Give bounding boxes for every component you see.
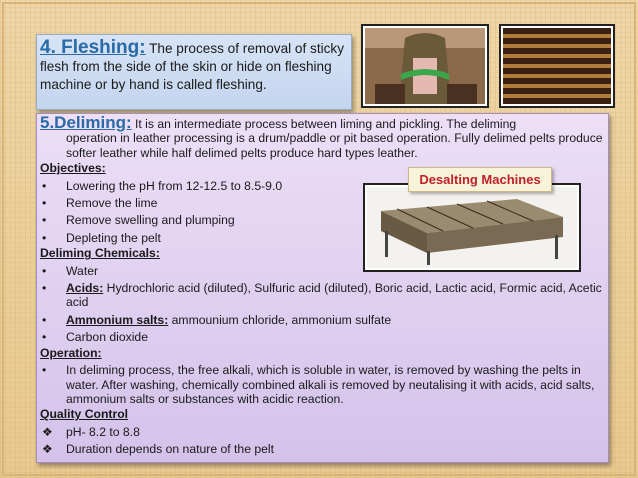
fleshing-by-hand-image bbox=[361, 24, 489, 108]
fleshing-machine-image bbox=[499, 24, 615, 108]
objectives-heading: Objectives: bbox=[40, 161, 106, 176]
deliming-intro-continued: operation in leather processing is a drum/paddle or pit based operation. Fully delimed pelts produce softer leather while half delimed pelts produce hard types leather. bbox=[66, 131, 603, 160]
objective-item: • Remove the lime bbox=[42, 196, 158, 211]
quality-heading: Quality Control bbox=[40, 407, 129, 422]
desalting-machines-label: Desalting Machines bbox=[408, 167, 552, 192]
desalting-machine-image bbox=[363, 183, 581, 272]
chemicals-heading: Deliming Chemicals: bbox=[40, 246, 160, 261]
diamond-bullet-icon: ❖ bbox=[42, 442, 53, 457]
chemical-item: • Carbon dioxide bbox=[42, 330, 148, 345]
fleshing-text: The process of removal of sticky flesh from the side of the skin or hide on fleshing machine or by hand is called fleshing. bbox=[40, 41, 345, 92]
chemical-item: • Ammonium salts: ammounium chloride, ammonium sulfate bbox=[42, 312, 392, 327]
chemical-item: • Water bbox=[42, 263, 99, 278]
deliming-intro: It is an intermediate process between liming and pickling. The deliming bbox=[131, 117, 517, 131]
deliming-heading: 5.Deliming: bbox=[40, 113, 132, 132]
deliming-panel bbox=[36, 113, 609, 463]
quality-item: ❖ Duration depends on nature of the pelt bbox=[42, 442, 275, 457]
fleshing-box bbox=[36, 34, 352, 110]
operation-item: • In deliming process, the free alkali, which is soluble in water, is removed by washing the pelts in water. After washing, chemically combined alkali is removed by neutalising it with acids, acid salts, ammonium salts or substances with acidic reaction. bbox=[42, 363, 595, 406]
objective-item: • Remove swelling and plumping bbox=[42, 213, 235, 228]
chemical-item: • Acids: Hydrochloric acid (diluted), Sulfuric acid (diluted), Boric acid, Lactic acid, Formic acid, Acetic acid bbox=[42, 281, 602, 310]
operation-heading: Operation: bbox=[40, 345, 102, 360]
objective-item: • Lowering the pH from 12-12.5 to 8.5-9.0 bbox=[42, 178, 283, 193]
objective-item: • Depleting the pelt bbox=[42, 230, 161, 245]
diamond-bullet-icon: ❖ bbox=[42, 424, 53, 439]
fleshing-heading: 4. Fleshing: bbox=[40, 37, 146, 58]
quality-item: ❖ pH- 8.2 to 8.8 bbox=[42, 424, 140, 439]
